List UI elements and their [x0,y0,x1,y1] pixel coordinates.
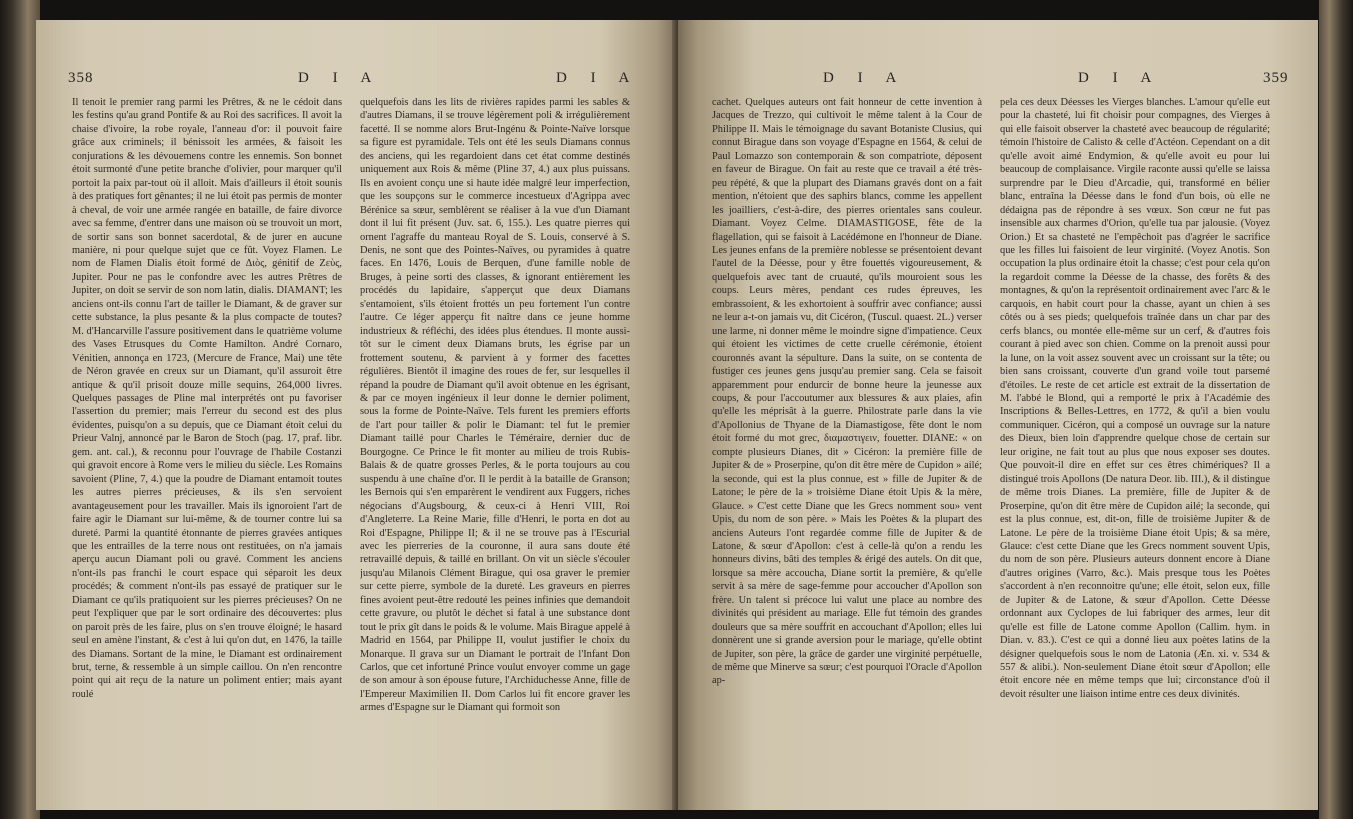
right-page-column-1 [712,96,982,800]
left-col1-text: Il tenoit le premier rang parmi les Prêtres, & ne le cédoit dans les festins qu'au grand Pontife & au Roi des sacrifices. Il avoit la chaise d'ivoire, la robe royale, l'anneau d'or: il pouvoit faire grâce aux criminels; il bénissoit les armées, & faisoit les conjurations & les dévouemens contre les ennemis. Son bonnet étoit surmonté d'une petite branche d'olivier, pour marquer qu'il portoit la paix par-tout où il alloit. Mais d'ailleurs il étoit sounis à des pratiques fort gênantes; il ne lui étoit pas permis de monter à cheval, de voir une armée rangée en bataille, de faire divorce avec sa femme, d'entrer dans une maison où se trouvoit un mort, de sortir sans son bonnet sacerdotal, & de jurer en aucune manière, ni pour quelque sujet que ce fût. Voyez Flamen. Le nom de Flamen Dialis étoit formé de Διὸς, génitif de Ζεὺς, Jupiter. Pour ne pas le confondre avec les autres Prêtres de Jupiter, on doit se servir de son nom latin, dialis. DIAMANT; les anciens ont-ils connu l'art de tailler le Diamant, & de graver sur cette substance, la plus pesante & la plus compacte de toutes? M. d'Hancarville l'assure positivement dans le quatrième volume des Vases Etrusques du Comte Hamilton. André Cornaro, Vénitien, annonça en 1723, (Mercure de France, Mai) une tête de Néron gravée en creux sur un Diamant, qu'il assuroit être antique & qu'il prisoit douze mille sequins, 264,000 livres. Quelques passages de Pline mal interprétés ont pu favoriser l'assertion du premier; mais l'erreur du second est des plus évidentes, puisqu'on a su depuis, que ce Diamant étoit celui du Prieur Valnj, annoncé par le Baron de Stoch (pag. 17, praf. libr. gem. ant. cal.), & reconnu pour l'ouvrage de l'habile Costanzi qui gravoit encore à Rome vers le milieu du siècle. Les Romains savoient (Pline, 7, 4.) que la poudre de Diamant entamoit toutes les autres pierres précieuses, & ils s'en servoient avantageusement pour les travailler. Mais ils ignoroient l'art de faire agir le Diamant sur lui-même, & de tourner contre lui sa dureté. Parmi la quantité étonnante de pierres gravées antiques que les entrailles de la terre nous ont restituées, on n'a jamais aperçu aucun Diamant poli ou gravé. Comment les anciens n'ont-ils pas franchi le court espace qui séparoit les deux procédés; & comment n'ont-ils pas essayé de pratiquer sur le Diamant ce qu'ils pratiquoient sur les pierres précieuses? On ne peut l'expliquer que par le sort ordinaire des découvertes: plus on paroit près de les faire, plus on s'en trouve éloigné; le hasard seul en amène l'instant, & c'est à lui qu'on dut, en 1476, la taille des Diamans. Sortant de la mine, le Diamant est ordinairement brut, terne, & ressemble à un simple caillou. On n'en rencontre point qui ait reçu de la nature un poliment entier; mais ayant roulé [72,97,342,700]
right-page-header [678,70,1318,94]
left-page-header [36,70,676,94]
right-running-head-1: D I A [823,70,907,86]
left-page-column-1 [72,96,342,800]
right-col1-text: cachet. Quelques auteurs ont fait honneur de cette invention à Jacques de Trezzo, qui cultivoit le même talent à la Cour de Philippe II. Mais le témoignage du savant Botaniste Clusius, qui connut Birague dans son voyage d'Espagne en 1564, & celui de Paul Lomazzo son contemporain & son compatriote, déposent en faveur de Birague. On fait au reste que ce travail a été très-peu répété, & que la plupart des Diamans gravés dont on a fait mention, n'étoient que des saphirs blancs, comme les appellent les joailliers, c'est-à-dire, des pierres orientales sans couleur. Diamant. Voyez Celme. DIAMASTIGOSE, fête de la flagellation, qui se faisoit à Lacédémone en l'honneur de Diane. Les jeunes enfans de la première noblesse se présentoient devant l'autel de la Déesse, pour y être fouettés vigoureusement, & quelquefois avec tant de cruauté, qu'ils mouroient sous les coups. Leurs mères, pendant ces rudes épreuves, les embrassoient, & les exhortoient à souffrir avec confiance; aussi ne leur a-t-on jamais vu, dit Cicéron, (Tuscul. quaest. 2L.) verser une larme, ni donner même le moindre signe d'impatience. Ceux qui étoient les victimes de cette cruelle cérémonie, étoient couronnés avant la sépulture. Dans la suite, on se contenta de fustiger ces jeunes gens jusqu'au premier sang. Cela se faisoit apparemment pour endurcir de bonne heure la jeunesse aux coups, & pour l'accoutumer aux blessures & aux plaies, afin qu'elle les méprisât à la guerre. Philostrate parle dans la vie d'Apollonius de Thyane de la Diamastigose, fête dont le nom étoit formé du mot grec, διαμαστιγειν, fouetter. DIANE: « on compte plusieurs Dianes, dit » Cicéron: la première fille de Jupiter & de » Proserpine, qu'on dit être mère de Cupidon » ailé; la seconde, qui est la plus connue, est » fille de Jupiter & de Latone; le père de la » troisième Diane étoit Upis & la mère, Glauce. » C'est cette Diane que les Grecs nomment sou» vent Upis, du nom de son père. » Mais les Poètes & la plupart des anciens Auteurs l'ont regardée comme fille de Jupiter & de Latone, & sœur d'Apollon: c'est à celle-là qu'on a rendu les honneurs divins, bâti des temples & érigé des autels. On dit que, lorsque sa mère accoucha, Diane sortit la première, & qu'elle servit à sa mère de sage-femme pour accoucher d'Apollon son frère. Un talent si précoce lui valut une place au nombre des divinités qui président au mariage. Elle fut témoin des grandes douleurs que sa mère souffrit en accouchant d'Apollon; elles lui donnèrent une si grande aversion pour le mariage, qu'elle obtint de Jupiter, son père, la grâce de garder une virginité perpétuelle, de même que Minerve sa sœur; c'est pourquoi l'Oracle d'Apollon ap- [712,97,982,687]
left-running-head-2: D I A [556,70,640,86]
book-edge-left [0,0,40,819]
right-running-head-2: D I A [1078,70,1162,86]
left-page-column-2 [360,96,630,800]
right-page-column-2 [1000,96,1270,800]
right-page [678,20,1318,810]
left-page-number: 358 [68,70,94,86]
book-edge-right [1319,0,1353,819]
right-page-number: 359 [1263,70,1289,86]
right-col2-text: pela ces deux Déesses les Vierges blanches. L'amour qu'elle eut pour la chasteté, lui fit choisir pour compagnes, des Vierges à qui elle faisoit observer la chasteté avec beaucoup de régularité; témoin l'histoire de Calisto & celle d'Actéon. Cependant on a dit qu'elle avoit aimé Endymion, & qu'elle avoit eu pour lui beaucoup de complaisance. Virgile raconte aussi qu'elle se laissa surprendre par le Dieu d'Arcadie, qui, transformé en bélier blanc, entraîna la Déesse dans le fond d'un bois, où elle ne dédaigna pas de répondre à ses vœux. Son cœur ne fut pas insensible aux charmes d'Orion, qu'elle tua par jalousie. (Voyez Orion.) Et sa chasteté ne l'empêchoit pas d'agréer le sacrifice que les filles lui faisoient de leur virginité. (Voyez Anotis. Son occupation la plus ordinaire étoit la chasse; c'est pour cela qu'on la regardoit comme la Déesse de la chasse, des forêts & des montagnes, & qu'on la représentoit ordinairement avec l'arc & le carquois, en habit court pour la chasse, ayant un chien à ses côtés ou à ses pieds; quelquefois traînée dans un char par des cerfs blancs, ou montée elle-même sur un cerf, & d'autres fois courant à pied avec son chien. Comme on la prenoit aussi pour la lune, on la voit assez souvent avec un croissant sur la tête; ou bien sans croissant, couverte d'un grand voile tout parsemé d'étoiles. Le reste de cet article est extrait de la dissertation de M. l'abbé le Blond, qui a remporté le prix à l'Académie des Inscriptions & Belles-Lettres, en 1772, & qu'il a bien voulu communiquer. Cicéron, qui a composé un ouvrage sur la nature des Dieux, bien loin d'apprendre quelque chose de certain sur leur origine, ne fait tout au plus que nous exposer ses doutes. Que pouvoit-il dire en effet sur ces êtres chimériques? Il a distingué trois Apollons (De natura Deor. lib. III.), & il distingue de même trois Dianes. La première, fille de Jupiter & de Proserpine, qu'on dit être mère de Cupidon ailé; la seconde, qui est la plus connue, est, dit-on, fille de troisième Jupiter & de Latone. Le père de la troisième Diane étoit Upis; & sa mère, Glauce: c'est cette Diane que les Grecs nomment souvent Upis, du nom de son père. Plusieurs auteurs donnent encore à Diane d'autres origines (Varro, &c.). Mais presque tous les Poètes s'accordent à n'en reconnoitre qu'une; elle étoit, selon eux, fille de Jupiter & de Latone, & sœur d'Apollon. Cette Déesse ordonnant aux Cyclopes de lui fabriquer des armes, leur dit qu'elle est fille de Latone comme Apollon (Callim. hym. in Dian. v. 83.). C'est ce qui a donné lieu aux poètes latins de la désigner quelquefois sous le nom de Latonia (Æn. xi. v. 534 & 557 & alibi.). Non-seulement Diane étoit sœur d'Apollon; elle étoit encore née en même temps que lui; circonstance d'où il devoit résulter une liaison intime entre ces deux divinités. [1000,97,1270,700]
left-page [36,20,676,810]
left-running-head-1: D I A [298,70,382,86]
left-col2-text: quelquefois dans les lits de rivières rapides parmi les sables & d'autres Diamans, il se trouve légèrement poli & irrégulièrement facetté. Il se nomme alors Brut-Ingénu & Pointe-Naïve lorsque sa figure est pyramidale. Tels ont été les seuls Diamans connus des anciens, qui les regardoient dans cet état comme destinés uniquement aux Rois & même (Pline 37, 4.) aux plus puissans. Ils en avoient conçu une si haute idée malgré leur imperfection, que les soupçons sur le commerce incestueux d'Agrippa avec Bérénice sa sœur, semblèrent se réaliser à la vue d'un Diamant dont il lui fit présent (Juv. sat. 6, 155.). Les quatre pierres qui ornent l'agraffe du manteau Royal de S. Louis, conservé à S. Denis, ne sont que des Pointes-Naïves, ou pyramides à quatre faces. En 1476, Louis de Berquen, d'une famille noble de Bruges, à peine sorti des classes, & ignorant entièrement les procédés du lapidaire, s'apperçut que deux Diamans s'entamoient, s'ils étoient frottés un peu fortement l'un contre l'autre. Ce léger apperçu fit naître dans ce jeune homme industrieux & réfléchi, des idées plus étendues. Il monte aussi-tôt sur le ciment deux Diamans bruts, les égrise par un frottement soutenu, & parvient à y former des facettes régulières. Bientôt il imagine des roues de fer, sur lesquelles il répand la poudre de Diamant qu'il avoit obtenue en les égrisant, & par ce moyen ingénieux il leur donne le dernier poliment, sous la forme de Pointe-Naïve. Tels furent les premiers efforts de l'art pour tailler & polir le Diamant: tel fut le premier Diamant taillé pour Charles le Téméraire, dernier duc de Bourgogne. Ce Prince le fit monter au milieu de trois Rubis-Balais & de quatre grosses Perles, & le porta toujours au cou suspendu à une chaîne d'or. Il le perdit à la bataille de Granson; les Bernois qui s'en emparèrent le vendirent aux Fuggers, riches négocians d'Augsbourg, & ceux-ci à Henri VIII, Roi d'Angleterre. La Reine Marie, fille d'Henri, le porta en dot au Roi d'Espagne, Philippe II; & il ne se trouve pas à l'Escurial avec les pierreries de la couronne, il aura sans doute été retravaillé depuis, & taillé en brillant. On vit un siècle s'écouler jusqu'au Milanois Clément Birague, qui osa graver le premier sur cette pierre, symbole de la dureté. Les graveurs en pierres fines avoient peut-être redouté les peines infinies que demandoit cette gravure, ou plutôt le déchet si fatal à une substance dont tout le prix gît dans le poids & le volume. Mais Birague appelé à Madrid en 1564, par Philippe II, voulut justifier le choix du Monarque. Il grava sur un Diamant le portrait de l'Infant Don Carlos, que cet infortuné Prince voulut envoyer comme un gage de son amour à son épouse future, l'Archiduchesse Anne, fille de l'Empereur Maximilien II. Dom Carlos lui fit encore graver les armes d'Espagne sur le Diamant qui formoit son [360,97,630,714]
